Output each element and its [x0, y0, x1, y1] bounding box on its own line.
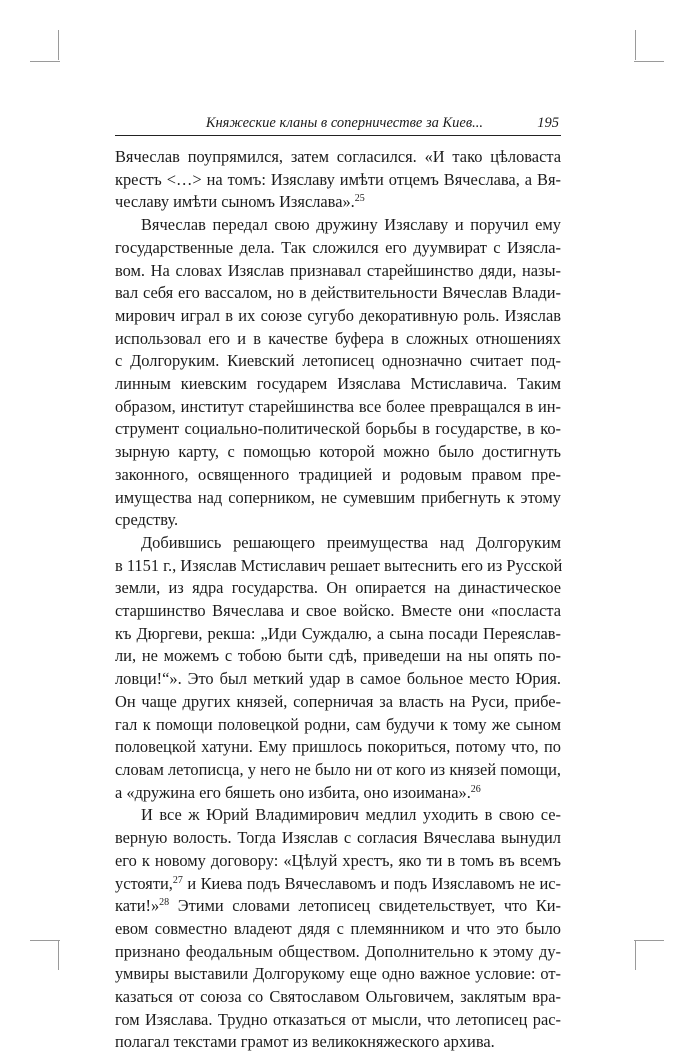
text-line: его к новому договору: «Цѣлуй хрестъ, яко ти в томъ въ всемъ — [115, 850, 561, 870]
text-line: государственные дела. Так сложился его дуумвират с Изясла- — [115, 237, 561, 257]
text-line: кати!»$^{28}$ Этими словами летописец свидетельствует, что Ки- — [115, 896, 561, 916]
text-line: в 1151 г., Изяслав Мстиславич решает вытеснить его из Русской — [115, 555, 563, 575]
footnote-ref[interactable]: 26 — [470, 783, 481, 795]
text-line: Добившись решающего преимущества над Долгоруким — [141, 532, 561, 552]
crop-mark — [58, 30, 59, 60]
text-line: гом Изяслава. Трудно отказаться от мысли, что летописец рас- — [115, 1009, 561, 1029]
footnote-ref[interactable]: 25 — [354, 193, 365, 205]
crop-mark — [58, 940, 59, 970]
text-line: использовал его и в качестве буфера в сложных отношениях — [115, 328, 561, 348]
paragraph — [115, 146, 561, 214]
crop-mark — [30, 61, 60, 62]
text-line: вом. На словах Изяслав признавал старейшинство дяди, назы- — [115, 260, 561, 280]
text-line: признано феодальным обществом. Дополнительно к этому ду- — [115, 941, 561, 961]
crop-mark — [634, 940, 664, 941]
text-line: вал себя его вассалом, но в действительности Вячеслав Влади- — [115, 283, 561, 303]
crop-mark — [635, 30, 636, 60]
text-line: гал к помощи половецкой родни, сам будучи к тому же сыном — [115, 714, 561, 734]
text-line: мирович играл в их союзе сугубо декоративную роль. Изяслав — [115, 305, 561, 325]
text-line: половецкой хатуни. Ему пришлось покориться, потому что, по — [115, 737, 561, 757]
text-line: крестъ <…> на томъ: Изяславу имѣти отцемъ Вячеслава, а Вя- — [115, 169, 561, 189]
paragraph — [115, 214, 561, 532]
paragraph — [115, 804, 561, 1054]
text-line: умвиры выставили Долгорукому еще одно важное условие: от- — [115, 964, 561, 984]
text-line: И все ж Юрий Владимирович медлил уходить в свою се- — [141, 805, 561, 825]
text-line: полагал текстами грамот из великокняжеского архива. — [115, 1032, 495, 1052]
text-line: верную волость. Тогда Изяслав с согласия Вячеслава вынудил — [115, 828, 561, 848]
crop-mark — [635, 940, 636, 970]
crop-mark — [634, 61, 664, 62]
text-line: с Долгоруким. Киевский летописец однозначно считает под- — [115, 351, 561, 371]
text-line: устояти,$^{27}$ и Киева подъ Вячеславомъ и подъ Изяславомъ не ис- — [115, 873, 561, 893]
running-title: Княжеские кланы в соперничестве за Киев... — [205, 115, 483, 131]
text-line: земли, из ядра государства. Он опирается на династическое — [115, 578, 561, 598]
text-line: ловци!“». Это был меткий удар в самое больное место Юрия. — [115, 669, 561, 689]
text-line: ли, не можемъ с тобою быти сдѣ, приведеши на ны опять по- — [115, 646, 561, 666]
text-line: къ Дюргеви, рекша: „Иди Суждалю, а сына посади Переяслав- — [115, 623, 561, 643]
text-line: Вячеслав передал свою дружину Изяславу и поручил ему — [141, 215, 561, 235]
page-number: 195 — [537, 115, 559, 131]
text-line: старшинство Вячеслава и свое войско. Вместе они «посласта — [115, 601, 561, 621]
text-line: зырную карту, с помощью которой можно было достигнуть — [115, 442, 561, 462]
text-line: а «дружина его бяшеть оно избита, оно изоимана».$^{26}$ — [115, 782, 481, 802]
text-line: евом совместно владеют дядя с племянником и что это было — [115, 918, 561, 938]
text-line: законного, освященного традицией и родовым правом пре- — [115, 464, 561, 484]
text-line: чеславу имѣти сыномъ Изяслава».$^{25}$ — [115, 192, 365, 212]
text-line: словам летописца, у него не было ни от кого из князей помощи, — [115, 759, 561, 779]
text-line: Он чаще других князей, соперничая за власть на Руси, прибе- — [115, 691, 561, 711]
paragraph — [115, 532, 561, 804]
text-line: струмент социально-политической борьбы в государстве, в ко- — [115, 419, 561, 439]
text-line: Вячеслав поупрямился, затем согласился. «И тако цѣловаста — [115, 147, 561, 166]
text-line: имущества над соперником, не сумевшим прибегнуть к этому — [115, 487, 561, 507]
running-head — [115, 113, 561, 136]
crop-mark — [30, 940, 60, 941]
text-line: образом, институт старейшинства все более превращался в ин- — [115, 396, 561, 416]
footnote-ref[interactable]: 28 — [159, 897, 170, 909]
body-text — [115, 146, 561, 1054]
text-line: линным киевским государем Изяслава Мстиславича. Таким — [115, 374, 561, 394]
text-line: средству. — [115, 510, 179, 530]
footnote-ref[interactable]: 27 — [172, 874, 183, 886]
text-line: казаться от союза со Святославом Ольговичем, заклятым вра- — [115, 987, 561, 1007]
